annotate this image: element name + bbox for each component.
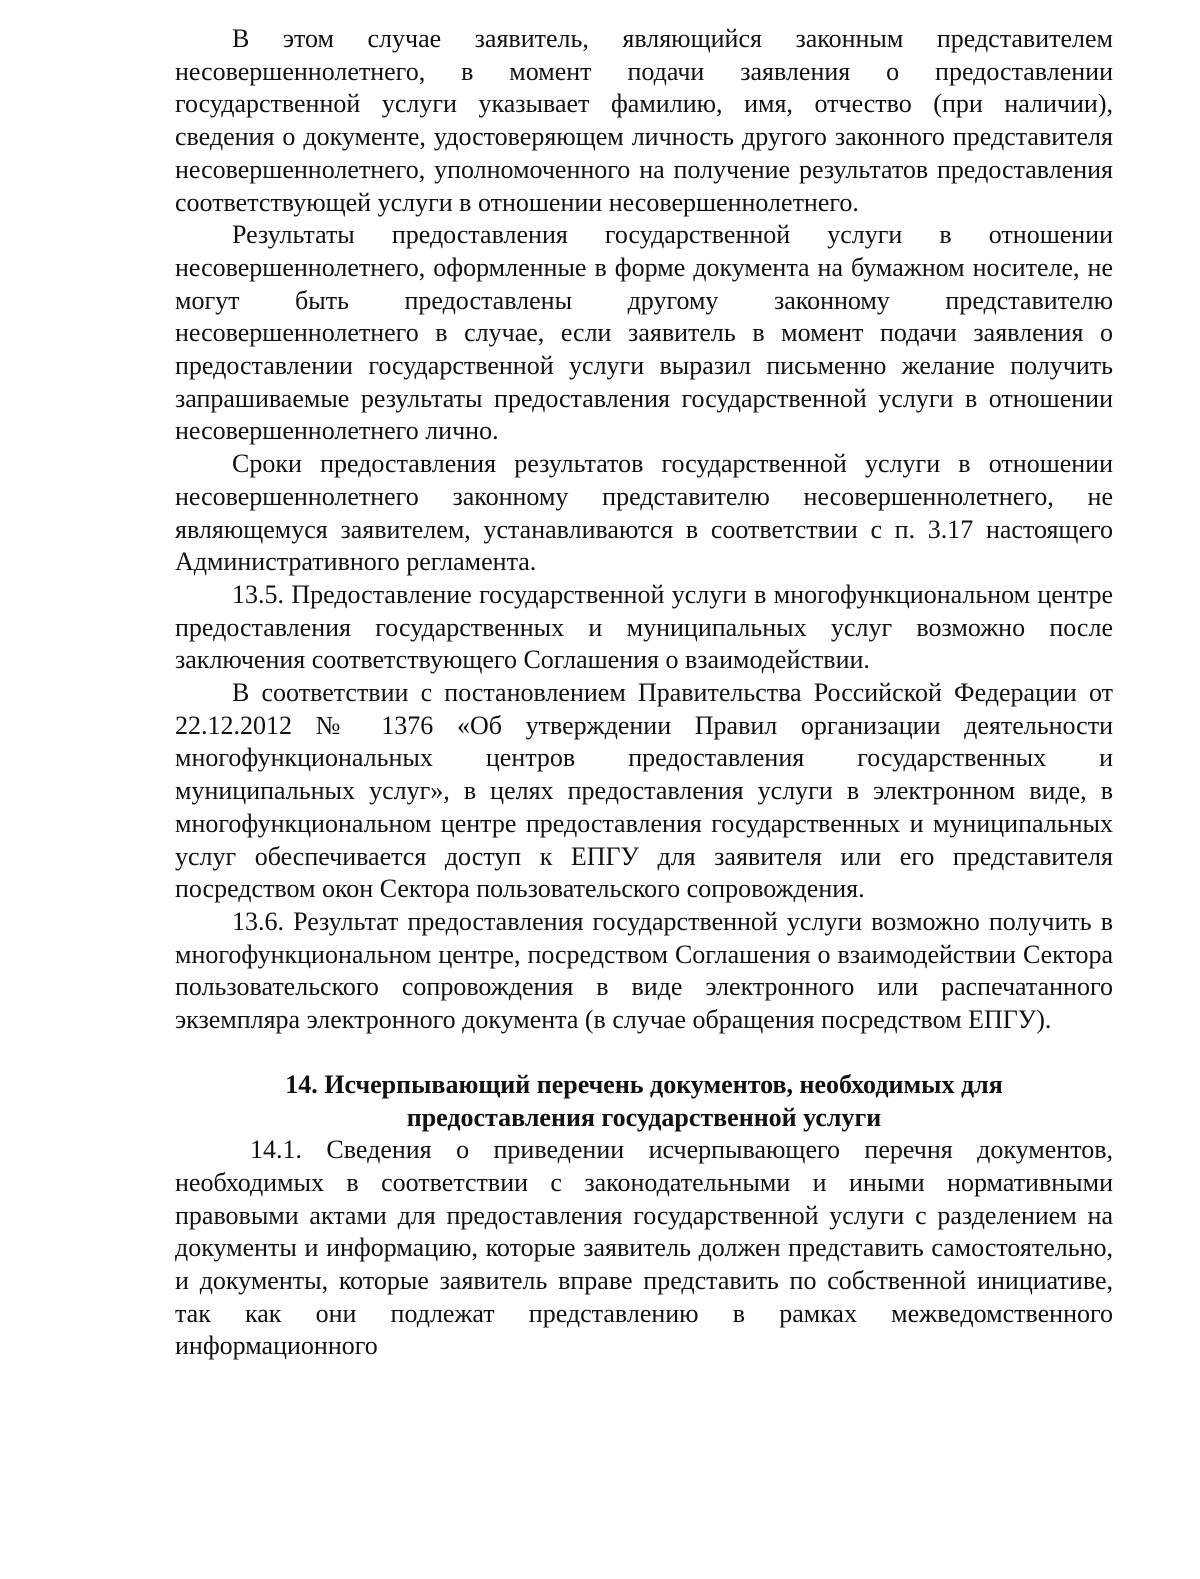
- paragraph-legal-representative-info: В этом случае заявитель, являющийся законным представителем несовершеннолетнего, в момент подачи заявления о предоставлении государственной услуги указывает фамилию, имя, отчество (при наличии), сведения о документе, удостоверяющем личность другого законного представителя несовершеннолетнего, уполномоченного на получение результатов предоставления соответствующей услуги в отношении несовершеннолетнего.: [175, 24, 1113, 217]
- paragraph-results-paper-form: Результаты предоставления государственной услуги в отношении несовершеннолетнего, оформленные в форме документа на бумажном носителе, не могут быть предоставлены другому законному представителю несовершеннолетнего в случае, если заявитель в момент подачи заявления о предоставлении государственной услуги выразил письменно желание получить запрашиваемые результаты предоставления государственной услуги в отношении несовершеннолетнего лично.: [175, 220, 1113, 446]
- paragraph-14-1: 14.1. Сведения о приведении исчерпывающего перечня документов, необходимых в соответствии с законодательными и иными нормативными правовыми актами для предоставления государственной услуги с разделением на документы и информацию, которые заявитель должен представить самостоятельно, и документы, которые заявитель вправе представить по собственной инициативе, так как они подлежат представлению в рамках межведомственного информационного: [175, 1135, 1113, 1361]
- paragraph-results-deadlines: Сроки предоставления результатов государственной услуги в отношении несовершеннолетнего законному представителю несовершеннолетнего, не являющемуся заявителем, устанавливаются в соответствии с п. 3.17 настоящего Административного регламента.: [175, 449, 1113, 577]
- document-page: [175, 23, 1113, 1363]
- paragraph-government-decree: В соответствии с постановлением Правительства Российской Федерации от 22.12.2012 № 1376 «Об утверждении Правил организации деятельности многофункциональных центров предоставления государственных и муниципальных услуг», в целях предоставления услуги в электронном виде, в многофункциональном центре предоставления государственных и муниципальных услуг обеспечивается доступ к ЕПГУ для заявителя или его представителя посредством окон Сектора пользовательского сопровождения.: [175, 678, 1113, 904]
- section-14-heading: [175, 1069, 1113, 1134]
- section-heading-line-2: предоставления государственной услуги: [406, 1102, 882, 1132]
- paragraph-13-6: 13.6. Результат предоставления государственной услуги возможно получить в многофункциональном центре, посредством Соглашения о взаимодействии Сектора пользовательского сопровождения в виде электронного или распечатанного экземпляра электронного документа (в случае обращения посредством ЕПГУ).: [175, 906, 1113, 1035]
- section-heading-line-1: 14. Исчерпывающий перечень документов, необходимых для: [285, 1069, 1003, 1099]
- paragraph-13-5: 13.5. Предоставление государственной услуги в многофункциональном центре предоставления государственных и муниципальных услуг возможно после заключения соответствующего Соглашения о взаимодействии.: [175, 579, 1113, 675]
